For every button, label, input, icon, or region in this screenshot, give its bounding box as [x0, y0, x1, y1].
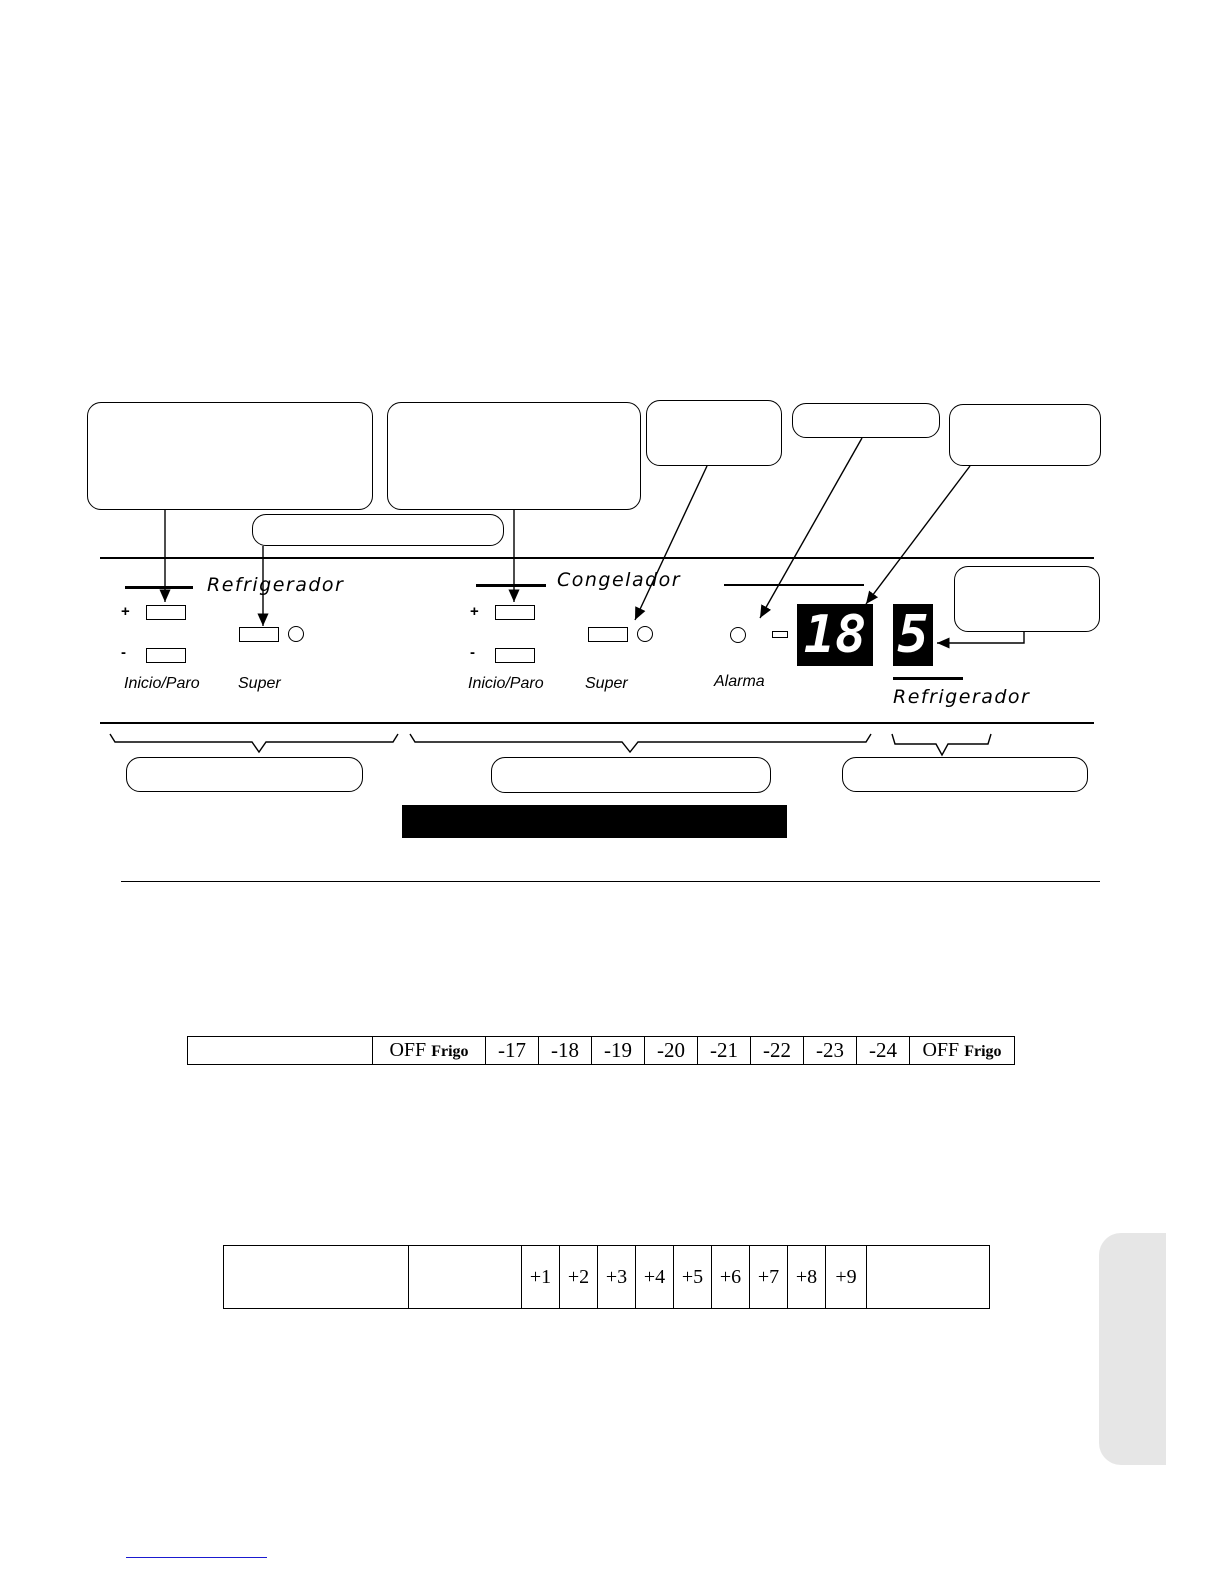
- fridge-scale-cell: +2: [560, 1246, 598, 1309]
- fridge-scale-end-cell: [867, 1246, 990, 1309]
- fridge-scale-cell: +9: [826, 1246, 867, 1309]
- fridge-scale-header: [224, 1246, 409, 1309]
- fridge-scale-cell: +8: [788, 1246, 826, 1309]
- fridge-scale-cell: +1: [522, 1246, 560, 1309]
- label-display: [842, 757, 1088, 792]
- freezer-temperature-display: 18: [797, 604, 873, 666]
- freezer-scale-cell: -21: [698, 1037, 751, 1065]
- fridge-minus-sign: -: [121, 644, 126, 661]
- freezer-plus-sign: +: [470, 603, 479, 620]
- fridge-temperature-display: 5: [893, 604, 933, 666]
- footer-link-underline: [126, 1557, 267, 1558]
- fridge-temperature-scale: [223, 1245, 990, 1309]
- fridge-onoff-label: Inicio/Paro: [124, 675, 200, 692]
- freezer-scale-cell: -20: [645, 1037, 698, 1065]
- fridge-plus-sign: +: [121, 603, 130, 620]
- alarm-label: Alarma: [714, 673, 765, 690]
- fridge-scale-cell: +7: [750, 1246, 788, 1309]
- fridge-display-caption: Refrigerador: [893, 686, 1031, 708]
- fridge-scale-cell: +4: [636, 1246, 674, 1309]
- fridge-super-label: Super: [238, 675, 281, 692]
- freezer-onoff-label: Inicio/Paro: [468, 675, 544, 692]
- fridge-scale-off-cell: [409, 1246, 522, 1309]
- language-side-tab: [1099, 1233, 1166, 1465]
- freezer-scale-cell: -19: [592, 1037, 645, 1065]
- freezer-scale-cell: OFF Frigo: [373, 1037, 486, 1065]
- freezer-minus-sign: -: [470, 644, 475, 661]
- freezer-scale-cell: -23: [804, 1037, 857, 1065]
- freezer-scale-cell: -24: [857, 1037, 910, 1065]
- fridge-scale-cell: +6: [712, 1246, 750, 1309]
- figure-caption-bar: [402, 805, 787, 838]
- label-fridge-controls: [126, 757, 363, 792]
- freezer-scale-cell: -17: [486, 1037, 539, 1065]
- freezer-super-label: Super: [585, 675, 628, 692]
- fridge-scale-cell: +5: [674, 1246, 712, 1309]
- freezer-panel-title: Congelador: [557, 569, 682, 591]
- fridge-scale-cell: +3: [598, 1246, 636, 1309]
- section-divider: [121, 881, 1100, 882]
- freezer-scale-cell: -22: [751, 1037, 804, 1065]
- freezer-scale-cell: -18: [539, 1037, 592, 1065]
- fridge-panel-title: Refrigerador: [207, 574, 345, 596]
- freezer-scale-cell: OFF Frigo: [910, 1037, 1015, 1065]
- freezer-temperature-scale: [187, 1036, 1015, 1065]
- label-freezer-controls: [491, 757, 771, 793]
- freezer-scale-header: [188, 1037, 373, 1065]
